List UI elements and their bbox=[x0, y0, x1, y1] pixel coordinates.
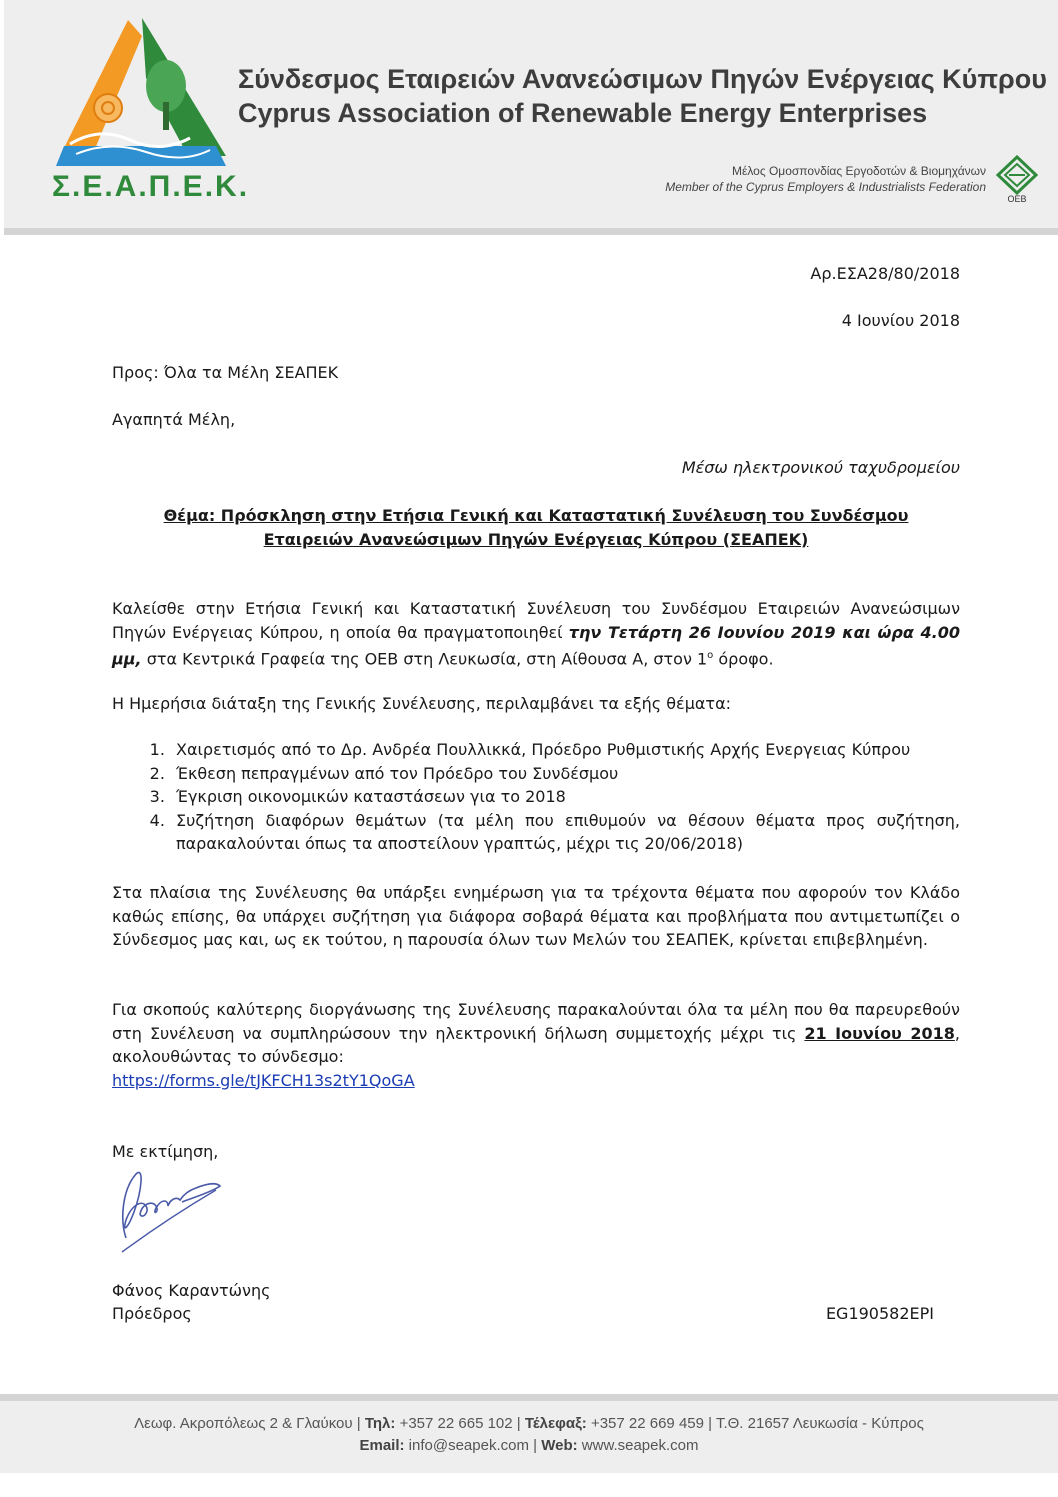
subject bbox=[112, 504, 960, 551]
footer-web-line: Email: info@seapek.com | Web: www.seapek.com bbox=[359, 1437, 699, 1454]
org-name-english: Cyprus Association of Renewable Energy Enterprises bbox=[238, 98, 928, 128]
agenda-item: 3. Έγκριση οικονομικών καταστάσεων για το 2018 bbox=[170, 785, 960, 809]
oeb-logo-icon bbox=[994, 155, 1040, 203]
agenda-list bbox=[112, 738, 960, 856]
signature-icon bbox=[112, 1160, 232, 1260]
registration-deadline: 21 Ιουνίου 2018 bbox=[804, 1023, 955, 1043]
footer-address: Λεωφ. Ακροπόλεως 2 & Γλαύκου bbox=[134, 1415, 353, 1432]
seapek-logo-icon bbox=[50, 16, 230, 166]
paragraph-invitation: Καλείσθε στην Ετήσια Γενική και Καταστατική Συνέλευση του Συνδέσμου Εταιρειών Ανανεώσιμων Πηγών Ενέργειας Κύπρου, η οποία θα πραγματοποιηθεί την Τετάρτη 26 Ιουνίου 2019 και ώρα 4.00 μμ, στα Κεντρικά Γραφεία της ΟΕΒ στη Λευκωσία, στη Αίθουσα Α, στον $1^o$ όροφο. bbox=[112, 599, 960, 669]
footer-contact-line: Λεωφ. Ακροπόλεως 2 & Γλαύκου | Τηλ: +357 22 665 102 | Τέλεφαξ: +357 22 669 459 | Τ.Θ. 21657 Λευκωσία - Κύπρος bbox=[134, 1415, 924, 1432]
letterhead bbox=[4, 0, 1058, 235]
paragraph-agenda-intro: Η Ημερήσια διάταξη της Γενικής Συνέλευσης, περιλαμβάνει τα εξής θέματα: bbox=[112, 694, 731, 713]
subject-line-2: Εταιρειών Ανανεώσιμων Πηγών Ενέργειας Κύπρου (ΣΕΑΠΕΚ) bbox=[263, 529, 809, 549]
letter-date: 4 Ιουνίου 2018 bbox=[841, 311, 960, 330]
recipient: Προς: Όλα τα Μέλη ΣΕΑΠΕΚ bbox=[112, 363, 339, 382]
logo-wordmark: Σ.Ε.Α.Π.Ε.Κ. bbox=[52, 170, 250, 203]
footer-fax: +357 22 669 459 bbox=[590, 1415, 704, 1432]
footer bbox=[0, 1394, 1058, 1473]
paragraph-registration: Για σκοπούς καλύτερης διοργάνωσης της Συνέλευσης παρακαλούνται όλα τα μέλη που θα παρευρεθούν στη Συνέλευση να συμπληρώσουν την ηλεκτρονική δήλωση συμμετοχής μέχρι τις 21 Ιουνίου 2018, ακολουθώντας το σύνδεσμο: https://forms.gle/tJKFCH13s2tY1QoGA bbox=[112, 1000, 960, 1090]
footer-email: info@seapek.com bbox=[408, 1437, 529, 1454]
agenda-item: 1. Χαιρετισμός από το Δρ. Ανδρέα Πουλλικκά, Πρόεδρο Ρυθμιστικής Αρχής Ενεργειας Κύπρου bbox=[170, 738, 960, 762]
paragraph-briefing: Στα πλαίσια της Συνέλευσης θα υπάρξει ενημέρωση για τα τρέχοντα θέματα που αφορούν τον Κλάδο καθώς επίσης, θα υπάρχει συζήτηση για διάφορα σοβαρά θέματα και προβλήματα που αντιμετωπίζει ο Σύνδεσμος μας και, ως εκ τούτου, η παρουσία όλων των Μελών του ΣΕΑΠΕΚ, κρίνεται επιβεβλημένη. bbox=[112, 883, 960, 949]
subject-line-1: Θέμα: Πρόσκληση στην Ετήσια Γενική και Καταστατική Συνέλευση του Συνδέσμου bbox=[163, 506, 909, 525]
reference-number: Αρ.ΕΣΑ28/80/2018 bbox=[810, 264, 960, 283]
org-name-greek: Σύνδεσμος Εταιρειών Ανανεώσιμων Πηγών Ενέργειας Κύπρου bbox=[238, 64, 1047, 94]
closing: Με εκτίμηση, bbox=[112, 1142, 219, 1161]
registration-link[interactable]: https://forms.gle/tJKFCH13s2tY1QoGA bbox=[112, 1070, 415, 1090]
greeting: Αγαπητά Μέλη, bbox=[112, 410, 236, 429]
signer-title: Πρόεδρος bbox=[112, 1304, 192, 1323]
agenda-item: 4. Συζήτηση διαφόρων θεμάτων (τα μέλη που επιθυμούν να θέσουν θέματα προς συζήτηση, παρακαλούνται όπως τα αποστείλουν γραπτώς, μέχρι τις 20/06/2018) bbox=[170, 809, 960, 856]
footer-website: www.seapek.com bbox=[581, 1437, 699, 1454]
agenda-item: 2. Έκθεση πεπραγμένων από τον Πρόεδρο του Συνδέσμου bbox=[170, 762, 960, 786]
footer-po-box: Τ.Θ. 21657 Λευκωσία - Κύπρος bbox=[715, 1415, 924, 1432]
oeb-label: ΟΕΒ bbox=[1007, 194, 1027, 203]
signer-name: Φάνος Καραντώνης bbox=[112, 1281, 271, 1300]
membership-greek: Μέλος Ομοσπονδίας Εργοδοτών & Βιομηχάνων bbox=[732, 164, 986, 178]
meeting-datetime: την Τετάρτη 26 Ιουνίου 2019 και ώρα 4.00 μμ, bbox=[112, 622, 960, 669]
membership-english: Member of the Cyprus Employers & Industrialists Federation bbox=[665, 180, 986, 194]
footer-phone: +357 22 665 102 bbox=[399, 1415, 513, 1432]
delivery-method: Μέσω ηλεκτρονικού ταχυδρομείου bbox=[681, 458, 960, 477]
document-code: EG190582EPI bbox=[825, 1304, 934, 1323]
